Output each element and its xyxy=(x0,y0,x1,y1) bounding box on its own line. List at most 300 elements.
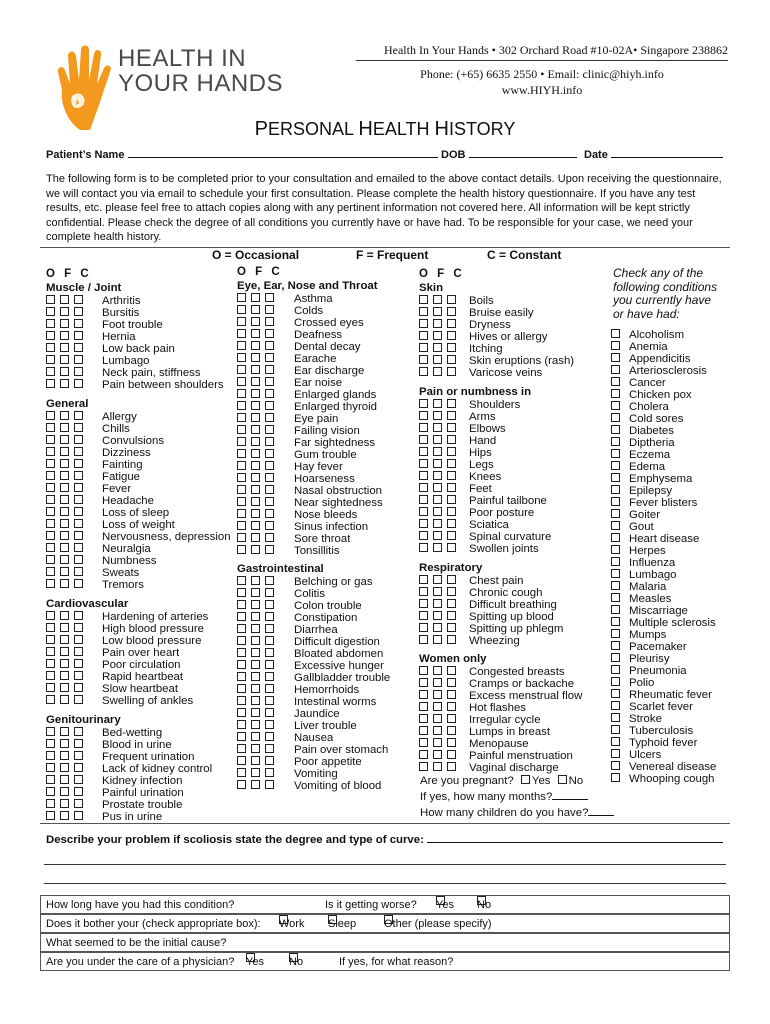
condition-checkbox[interactable] xyxy=(611,437,620,446)
degree-c-checkbox[interactable] xyxy=(447,531,456,540)
degree-c-checkbox[interactable] xyxy=(447,471,456,480)
degree-c-checkbox[interactable] xyxy=(447,543,456,552)
degree-o-checkbox[interactable] xyxy=(419,307,428,316)
degree-o-checkbox[interactable] xyxy=(46,519,55,528)
degree-f-checkbox[interactable] xyxy=(60,471,69,480)
degree-f-checkbox[interactable] xyxy=(433,319,442,328)
condition-checkbox[interactable] xyxy=(611,665,620,674)
degree-f-checkbox[interactable] xyxy=(60,799,69,808)
degree-c-checkbox[interactable] xyxy=(265,305,274,314)
degree-o-checkbox[interactable] xyxy=(237,485,246,494)
condition-checkbox[interactable] xyxy=(611,425,620,434)
degree-f-checkbox[interactable] xyxy=(433,435,442,444)
degree-o-checkbox[interactable] xyxy=(46,483,55,492)
degree-o-checkbox[interactable] xyxy=(46,379,55,388)
degree-o-checkbox[interactable] xyxy=(46,695,55,704)
degree-f-checkbox[interactable] xyxy=(251,744,260,753)
degree-o-checkbox[interactable] xyxy=(237,780,246,789)
degree-f-checkbox[interactable] xyxy=(433,750,442,759)
degree-c-checkbox[interactable] xyxy=(447,435,456,444)
degree-c-checkbox[interactable] xyxy=(265,624,274,633)
degree-c-checkbox[interactable] xyxy=(265,293,274,302)
degree-o-checkbox[interactable] xyxy=(419,599,428,608)
degree-c-checkbox[interactable] xyxy=(74,411,83,420)
condition-checkbox[interactable] xyxy=(611,593,620,602)
degree-o-checkbox[interactable] xyxy=(419,411,428,420)
degree-f-checkbox[interactable] xyxy=(433,726,442,735)
degree-o-checkbox[interactable] xyxy=(419,726,428,735)
degree-c-checkbox[interactable] xyxy=(265,768,274,777)
degree-f-checkbox[interactable] xyxy=(60,763,69,772)
degree-o-checkbox[interactable] xyxy=(46,423,55,432)
degree-f-checkbox[interactable] xyxy=(251,293,260,302)
degree-o-checkbox[interactable] xyxy=(237,696,246,705)
degree-o-checkbox[interactable] xyxy=(237,293,246,302)
degree-c-checkbox[interactable] xyxy=(265,744,274,753)
degree-o-checkbox[interactable] xyxy=(46,775,55,784)
degree-f-checkbox[interactable] xyxy=(60,635,69,644)
degree-f-checkbox[interactable] xyxy=(60,435,69,444)
degree-f-checkbox[interactable] xyxy=(60,811,69,820)
degree-o-checkbox[interactable] xyxy=(46,727,55,736)
degree-o-checkbox[interactable] xyxy=(419,738,428,747)
degree-f-checkbox[interactable] xyxy=(433,459,442,468)
degree-o-checkbox[interactable] xyxy=(237,672,246,681)
degree-o-checkbox[interactable] xyxy=(237,576,246,585)
degree-o-checkbox[interactable] xyxy=(419,399,428,408)
degree-c-checkbox[interactable] xyxy=(447,495,456,504)
degree-f-checkbox[interactable] xyxy=(60,671,69,680)
degree-o-checkbox[interactable] xyxy=(46,435,55,444)
condition-checkbox[interactable] xyxy=(611,641,620,650)
dob-field[interactable]: DOB xyxy=(441,146,577,161)
degree-f-checkbox[interactable] xyxy=(251,576,260,585)
degree-o-checkbox[interactable] xyxy=(237,461,246,470)
degree-o-checkbox[interactable] xyxy=(46,683,55,692)
condition-checkbox[interactable] xyxy=(611,761,620,770)
condition-checkbox[interactable] xyxy=(611,329,620,338)
condition-checkbox[interactable] xyxy=(611,581,620,590)
degree-c-checkbox[interactable] xyxy=(447,367,456,376)
degree-f-checkbox[interactable] xyxy=(60,483,69,492)
degree-c-checkbox[interactable] xyxy=(447,507,456,516)
degree-o-checkbox[interactable] xyxy=(237,389,246,398)
degree-f-checkbox[interactable] xyxy=(433,343,442,352)
degree-f-checkbox[interactable] xyxy=(251,521,260,530)
condition-checkbox[interactable] xyxy=(611,449,620,458)
answer-line[interactable] xyxy=(44,864,726,865)
degree-o-checkbox[interactable] xyxy=(237,612,246,621)
degree-c-checkbox[interactable] xyxy=(447,599,456,608)
degree-f-checkbox[interactable] xyxy=(251,317,260,326)
degree-o-checkbox[interactable] xyxy=(237,545,246,554)
degree-o-checkbox[interactable] xyxy=(46,739,55,748)
degree-f-checkbox[interactable] xyxy=(433,635,442,644)
degree-o-checkbox[interactable] xyxy=(419,447,428,456)
degree-c-checkbox[interactable] xyxy=(265,413,274,422)
degree-o-checkbox[interactable] xyxy=(419,423,428,432)
degree-o-checkbox[interactable] xyxy=(237,497,246,506)
degree-o-checkbox[interactable] xyxy=(419,666,428,675)
condition-checkbox[interactable] xyxy=(611,365,620,374)
degree-c-checkbox[interactable] xyxy=(447,762,456,771)
degree-c-checkbox[interactable] xyxy=(265,353,274,362)
degree-f-checkbox[interactable] xyxy=(251,305,260,314)
degree-f-checkbox[interactable] xyxy=(60,519,69,528)
condition-checkbox[interactable] xyxy=(611,725,620,734)
degree-f-checkbox[interactable] xyxy=(433,295,442,304)
degree-c-checkbox[interactable] xyxy=(265,576,274,585)
degree-c-checkbox[interactable] xyxy=(447,483,456,492)
degree-o-checkbox[interactable] xyxy=(46,611,55,620)
degree-o-checkbox[interactable] xyxy=(237,305,246,314)
degree-f-checkbox[interactable] xyxy=(60,579,69,588)
degree-f-checkbox[interactable] xyxy=(251,413,260,422)
degree-o-checkbox[interactable] xyxy=(419,331,428,340)
degree-f-checkbox[interactable] xyxy=(251,365,260,374)
degree-o-checkbox[interactable] xyxy=(419,635,428,644)
condition-checkbox[interactable] xyxy=(611,509,620,518)
degree-f-checkbox[interactable] xyxy=(251,648,260,657)
degree-o-checkbox[interactable] xyxy=(46,307,55,316)
degree-f-checkbox[interactable] xyxy=(433,307,442,316)
degree-o-checkbox[interactable] xyxy=(237,365,246,374)
degree-o-checkbox[interactable] xyxy=(419,678,428,687)
condition-checkbox[interactable] xyxy=(611,617,620,626)
degree-c-checkbox[interactable] xyxy=(265,509,274,518)
degree-f-checkbox[interactable] xyxy=(251,473,260,482)
degree-f-checkbox[interactable] xyxy=(251,497,260,506)
degree-f-checkbox[interactable] xyxy=(251,696,260,705)
degree-c-checkbox[interactable] xyxy=(447,702,456,711)
degree-o-checkbox[interactable] xyxy=(419,587,428,596)
degree-f-checkbox[interactable] xyxy=(60,307,69,316)
degree-f-checkbox[interactable] xyxy=(60,447,69,456)
degree-c-checkbox[interactable] xyxy=(74,307,83,316)
degree-c-checkbox[interactable] xyxy=(447,726,456,735)
degree-f-checkbox[interactable] xyxy=(251,533,260,542)
degree-o-checkbox[interactable] xyxy=(237,341,246,350)
degree-o-checkbox[interactable] xyxy=(237,600,246,609)
degree-o-checkbox[interactable] xyxy=(237,660,246,669)
degree-c-checkbox[interactable] xyxy=(447,519,456,528)
degree-f-checkbox[interactable] xyxy=(433,531,442,540)
degree-c-checkbox[interactable] xyxy=(74,555,83,564)
degree-f-checkbox[interactable] xyxy=(60,531,69,540)
degree-o-checkbox[interactable] xyxy=(46,355,55,364)
degree-c-checkbox[interactable] xyxy=(74,379,83,388)
degree-f-checkbox[interactable] xyxy=(433,519,442,528)
condition-checkbox[interactable] xyxy=(611,557,620,566)
degree-f-checkbox[interactable] xyxy=(60,507,69,516)
degree-f-checkbox[interactable] xyxy=(433,599,442,608)
degree-c-checkbox[interactable] xyxy=(74,671,83,680)
degree-o-checkbox[interactable] xyxy=(237,720,246,729)
degree-f-checkbox[interactable] xyxy=(251,588,260,597)
condition-checkbox[interactable] xyxy=(611,653,620,662)
degree-f-checkbox[interactable] xyxy=(60,659,69,668)
degree-o-checkbox[interactable] xyxy=(419,295,428,304)
degree-o-checkbox[interactable] xyxy=(237,533,246,542)
degree-f-checkbox[interactable] xyxy=(60,567,69,576)
degree-o-checkbox[interactable] xyxy=(419,507,428,516)
degree-f-checkbox[interactable] xyxy=(433,690,442,699)
degree-f-checkbox[interactable] xyxy=(60,495,69,504)
degree-f-checkbox[interactable] xyxy=(433,666,442,675)
degree-o-checkbox[interactable] xyxy=(419,531,428,540)
degree-c-checkbox[interactable] xyxy=(74,435,83,444)
date-field[interactable]: Date xyxy=(584,146,723,161)
answer-line[interactable] xyxy=(44,883,726,884)
degree-c-checkbox[interactable] xyxy=(74,799,83,808)
degree-c-checkbox[interactable] xyxy=(265,449,274,458)
degree-c-checkbox[interactable] xyxy=(74,459,83,468)
degree-c-checkbox[interactable] xyxy=(74,519,83,528)
degree-c-checkbox[interactable] xyxy=(74,447,83,456)
degree-f-checkbox[interactable] xyxy=(433,678,442,687)
degree-f-checkbox[interactable] xyxy=(433,355,442,364)
degree-f-checkbox[interactable] xyxy=(251,461,260,470)
degree-c-checkbox[interactable] xyxy=(265,756,274,765)
degree-o-checkbox[interactable] xyxy=(237,401,246,410)
degree-o-checkbox[interactable] xyxy=(237,756,246,765)
degree-o-checkbox[interactable] xyxy=(419,623,428,632)
degree-f-checkbox[interactable] xyxy=(251,756,260,765)
condition-checkbox[interactable] xyxy=(611,485,620,494)
degree-f-checkbox[interactable] xyxy=(251,708,260,717)
degree-f-checkbox[interactable] xyxy=(251,353,260,362)
degree-c-checkbox[interactable] xyxy=(447,587,456,596)
condition-checkbox[interactable] xyxy=(611,629,620,638)
degree-f-checkbox[interactable] xyxy=(60,459,69,468)
condition-checkbox[interactable] xyxy=(611,689,620,698)
degree-f-checkbox[interactable] xyxy=(433,587,442,596)
condition-checkbox[interactable] xyxy=(611,713,620,722)
degree-f-checkbox[interactable] xyxy=(60,355,69,364)
degree-c-checkbox[interactable] xyxy=(447,623,456,632)
degree-o-checkbox[interactable] xyxy=(419,343,428,352)
degree-c-checkbox[interactable] xyxy=(265,497,274,506)
degree-o-checkbox[interactable] xyxy=(237,413,246,422)
degree-f-checkbox[interactable] xyxy=(251,672,260,681)
degree-f-checkbox[interactable] xyxy=(251,636,260,645)
degree-o-checkbox[interactable] xyxy=(419,483,428,492)
degree-c-checkbox[interactable] xyxy=(74,739,83,748)
degree-f-checkbox[interactable] xyxy=(60,543,69,552)
degree-c-checkbox[interactable] xyxy=(74,623,83,632)
degree-o-checkbox[interactable] xyxy=(46,579,55,588)
degree-c-checkbox[interactable] xyxy=(265,425,274,434)
degree-f-checkbox[interactable] xyxy=(60,295,69,304)
condition-checkbox[interactable] xyxy=(611,737,620,746)
condition-checkbox[interactable] xyxy=(611,341,620,350)
degree-f-checkbox[interactable] xyxy=(251,401,260,410)
degree-f-checkbox[interactable] xyxy=(251,780,260,789)
degree-c-checkbox[interactable] xyxy=(74,531,83,540)
degree-f-checkbox[interactable] xyxy=(251,341,260,350)
degree-o-checkbox[interactable] xyxy=(46,635,55,644)
months-question[interactable]: If yes, how many months? xyxy=(420,788,614,804)
condition-checkbox[interactable] xyxy=(611,473,620,482)
degree-f-checkbox[interactable] xyxy=(251,684,260,693)
degree-c-checkbox[interactable] xyxy=(447,678,456,687)
degree-c-checkbox[interactable] xyxy=(74,295,83,304)
degree-f-checkbox[interactable] xyxy=(251,612,260,621)
degree-o-checkbox[interactable] xyxy=(46,319,55,328)
degree-c-checkbox[interactable] xyxy=(74,787,83,796)
patient-name-field[interactable]: Patient’s Name xyxy=(46,146,438,161)
degree-o-checkbox[interactable] xyxy=(237,521,246,530)
degree-c-checkbox[interactable] xyxy=(447,611,456,620)
degree-f-checkbox[interactable] xyxy=(433,367,442,376)
degree-o-checkbox[interactable] xyxy=(419,543,428,552)
degree-o-checkbox[interactable] xyxy=(237,317,246,326)
degree-c-checkbox[interactable] xyxy=(265,780,274,789)
condition-checkbox[interactable] xyxy=(611,461,620,470)
degree-f-checkbox[interactable] xyxy=(433,543,442,552)
degree-c-checkbox[interactable] xyxy=(265,341,274,350)
degree-f-checkbox[interactable] xyxy=(251,389,260,398)
degree-f-checkbox[interactable] xyxy=(60,379,69,388)
degree-o-checkbox[interactable] xyxy=(46,647,55,656)
degree-f-checkbox[interactable] xyxy=(60,611,69,620)
degree-c-checkbox[interactable] xyxy=(265,648,274,657)
degree-f-checkbox[interactable] xyxy=(433,762,442,771)
cause-question[interactable]: What seemed to be the initial cause? xyxy=(46,937,227,949)
degree-c-checkbox[interactable] xyxy=(265,329,274,338)
degree-o-checkbox[interactable] xyxy=(237,449,246,458)
degree-f-checkbox[interactable] xyxy=(433,483,442,492)
degree-o-checkbox[interactable] xyxy=(46,343,55,352)
degree-c-checkbox[interactable] xyxy=(447,319,456,328)
degree-o-checkbox[interactable] xyxy=(46,367,55,376)
degree-o-checkbox[interactable] xyxy=(237,768,246,777)
physician-reason-question[interactable]: If yes, for what reason? xyxy=(339,956,454,968)
degree-o-checkbox[interactable] xyxy=(419,714,428,723)
degree-f-checkbox[interactable] xyxy=(433,331,442,340)
condition-checkbox[interactable] xyxy=(611,521,620,530)
degree-o-checkbox[interactable] xyxy=(237,648,246,657)
degree-f-checkbox[interactable] xyxy=(251,377,260,386)
degree-o-checkbox[interactable] xyxy=(237,624,246,633)
degree-c-checkbox[interactable] xyxy=(447,411,456,420)
degree-c-checkbox[interactable] xyxy=(74,635,83,644)
degree-o-checkbox[interactable] xyxy=(419,750,428,759)
degree-c-checkbox[interactable] xyxy=(74,483,83,492)
degree-o-checkbox[interactable] xyxy=(46,331,55,340)
degree-o-checkbox[interactable] xyxy=(419,611,428,620)
degree-f-checkbox[interactable] xyxy=(60,319,69,328)
degree-f-checkbox[interactable] xyxy=(60,331,69,340)
condition-checkbox[interactable] xyxy=(611,401,620,410)
condition-checkbox[interactable] xyxy=(611,569,620,578)
degree-o-checkbox[interactable] xyxy=(46,459,55,468)
degree-f-checkbox[interactable] xyxy=(433,471,442,480)
degree-f-checkbox[interactable] xyxy=(251,437,260,446)
degree-o-checkbox[interactable] xyxy=(46,671,55,680)
degree-f-checkbox[interactable] xyxy=(60,367,69,376)
degree-o-checkbox[interactable] xyxy=(419,762,428,771)
degree-f-checkbox[interactable] xyxy=(60,623,69,632)
condition-checkbox[interactable] xyxy=(611,413,620,422)
degree-o-checkbox[interactable] xyxy=(419,690,428,699)
degree-o-checkbox[interactable] xyxy=(46,555,55,564)
degree-f-checkbox[interactable] xyxy=(433,714,442,723)
degree-f-checkbox[interactable] xyxy=(60,787,69,796)
degree-o-checkbox[interactable] xyxy=(237,377,246,386)
degree-f-checkbox[interactable] xyxy=(433,738,442,747)
degree-o-checkbox[interactable] xyxy=(237,329,246,338)
condition-checkbox[interactable] xyxy=(611,497,620,506)
degree-c-checkbox[interactable] xyxy=(74,659,83,668)
degree-o-checkbox[interactable] xyxy=(419,575,428,584)
degree-c-checkbox[interactable] xyxy=(265,660,274,669)
degree-c-checkbox[interactable] xyxy=(265,545,274,554)
condition-checkbox[interactable] xyxy=(611,701,620,710)
condition-checkbox[interactable] xyxy=(611,389,620,398)
degree-o-checkbox[interactable] xyxy=(237,684,246,693)
degree-o-checkbox[interactable] xyxy=(46,659,55,668)
degree-o-checkbox[interactable] xyxy=(419,702,428,711)
degree-f-checkbox[interactable] xyxy=(251,485,260,494)
degree-f-checkbox[interactable] xyxy=(251,624,260,633)
degree-c-checkbox[interactable] xyxy=(447,575,456,584)
degree-c-checkbox[interactable] xyxy=(265,521,274,530)
degree-o-checkbox[interactable] xyxy=(237,588,246,597)
degree-c-checkbox[interactable] xyxy=(447,423,456,432)
degree-c-checkbox[interactable] xyxy=(265,365,274,374)
degree-c-checkbox[interactable] xyxy=(447,331,456,340)
degree-f-checkbox[interactable] xyxy=(251,545,260,554)
degree-o-checkbox[interactable] xyxy=(237,353,246,362)
degree-o-checkbox[interactable] xyxy=(46,495,55,504)
degree-o-checkbox[interactable] xyxy=(46,295,55,304)
degree-f-checkbox[interactable] xyxy=(60,775,69,784)
degree-c-checkbox[interactable] xyxy=(447,399,456,408)
degree-c-checkbox[interactable] xyxy=(265,612,274,621)
degree-c-checkbox[interactable] xyxy=(74,579,83,588)
degree-o-checkbox[interactable] xyxy=(46,751,55,760)
degree-f-checkbox[interactable] xyxy=(60,683,69,692)
degree-c-checkbox[interactable] xyxy=(447,666,456,675)
degree-c-checkbox[interactable] xyxy=(74,543,83,552)
degree-c-checkbox[interactable] xyxy=(447,714,456,723)
condition-checkbox[interactable] xyxy=(611,377,620,386)
degree-c-checkbox[interactable] xyxy=(447,295,456,304)
degree-f-checkbox[interactable] xyxy=(60,343,69,352)
degree-f-checkbox[interactable] xyxy=(60,555,69,564)
degree-c-checkbox[interactable] xyxy=(447,690,456,699)
degree-o-checkbox[interactable] xyxy=(46,507,55,516)
degree-c-checkbox[interactable] xyxy=(447,307,456,316)
degree-c-checkbox[interactable] xyxy=(265,461,274,470)
degree-c-checkbox[interactable] xyxy=(265,672,274,681)
degree-c-checkbox[interactable] xyxy=(265,708,274,717)
degree-o-checkbox[interactable] xyxy=(46,543,55,552)
degree-c-checkbox[interactable] xyxy=(265,696,274,705)
degree-c-checkbox[interactable] xyxy=(265,389,274,398)
condition-checkbox[interactable] xyxy=(611,677,620,686)
degree-o-checkbox[interactable] xyxy=(46,623,55,632)
degree-c-checkbox[interactable] xyxy=(265,377,274,386)
degree-f-checkbox[interactable] xyxy=(433,423,442,432)
degree-f-checkbox[interactable] xyxy=(251,509,260,518)
degree-f-checkbox[interactable] xyxy=(60,647,69,656)
degree-f-checkbox[interactable] xyxy=(433,575,442,584)
degree-f-checkbox[interactable] xyxy=(60,411,69,420)
degree-c-checkbox[interactable] xyxy=(74,567,83,576)
degree-c-checkbox[interactable] xyxy=(74,319,83,328)
